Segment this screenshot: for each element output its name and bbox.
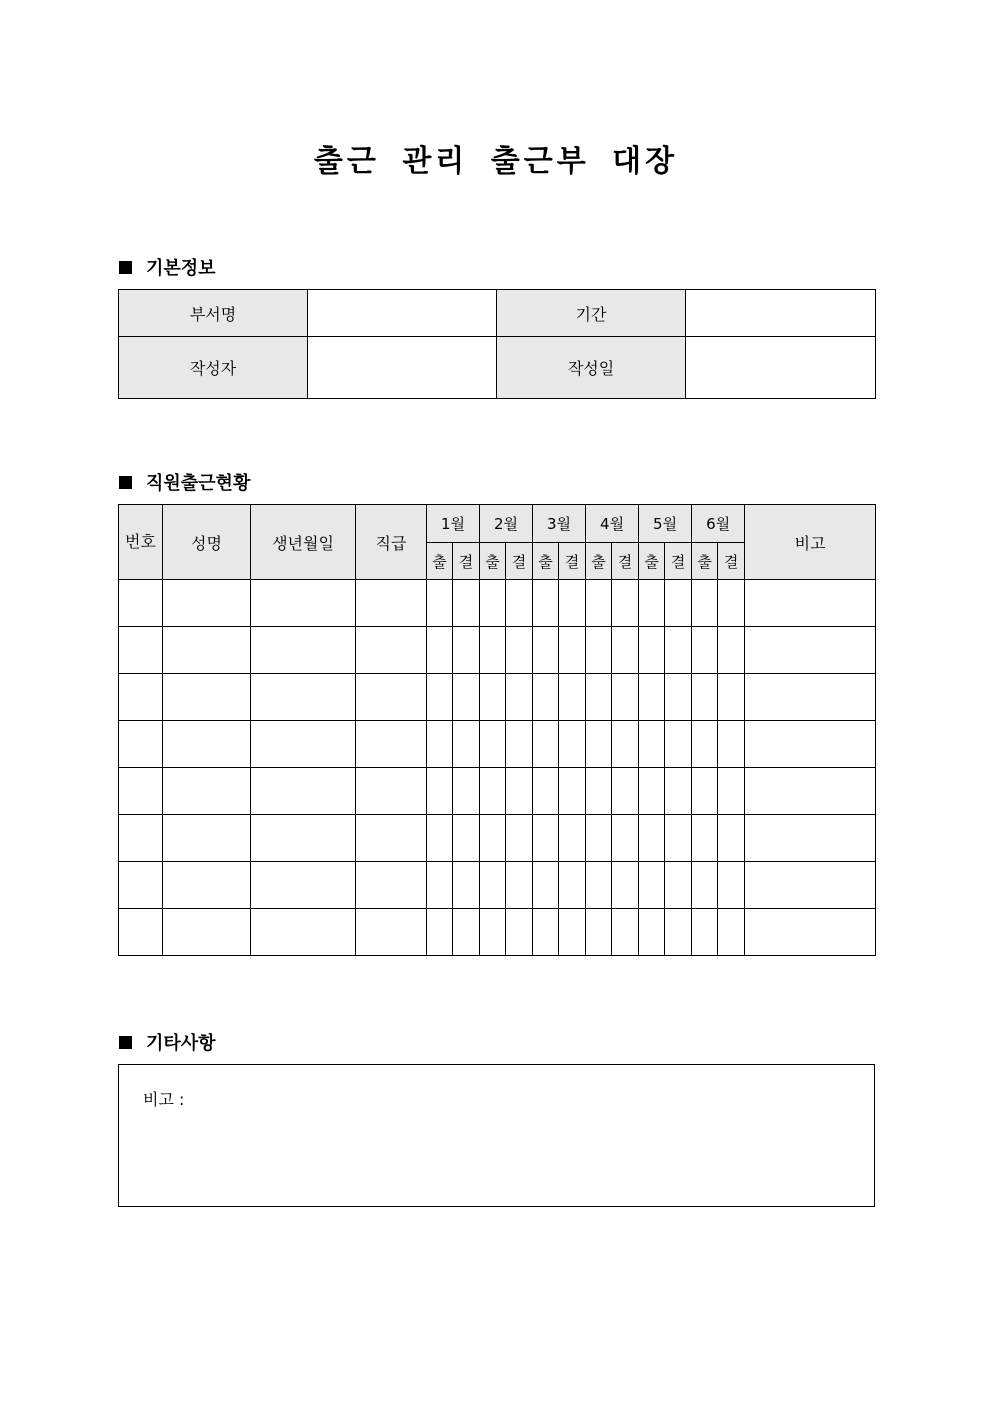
present-cell[interactable]	[427, 768, 453, 815]
present-cell[interactable]	[692, 768, 718, 815]
remarks-cell[interactable]	[745, 721, 876, 768]
table-row	[119, 721, 876, 768]
absent-cell[interactable]	[453, 815, 480, 862]
absent-cell[interactable]	[665, 627, 692, 674]
absent-cell[interactable]	[718, 768, 745, 815]
absent-cell[interactable]	[665, 721, 692, 768]
table-row	[119, 627, 876, 674]
author-field[interactable]	[308, 337, 497, 399]
present-cell[interactable]	[427, 909, 453, 956]
name-cell[interactable]	[163, 674, 251, 721]
written-date-label: 작성일	[497, 337, 686, 399]
absent-subheader: 결	[718, 543, 745, 580]
basic-info-table	[118, 289, 876, 399]
absent-cell[interactable]	[612, 862, 639, 909]
present-cell[interactable]	[427, 627, 453, 674]
absent-subheader: 결	[612, 543, 639, 580]
absent-cell[interactable]	[559, 721, 586, 768]
absent-subheader: 결	[559, 543, 586, 580]
present-cell[interactable]	[639, 674, 665, 721]
name-cell[interactable]	[163, 862, 251, 909]
present-cell[interactable]	[480, 580, 506, 627]
absent-cell[interactable]	[559, 674, 586, 721]
name-cell[interactable]	[163, 721, 251, 768]
table-row	[119, 862, 876, 909]
absent-cell[interactable]	[506, 815, 533, 862]
present-cell[interactable]	[480, 674, 506, 721]
name-cell[interactable]	[163, 627, 251, 674]
basic-info-row	[119, 337, 876, 399]
absent-cell[interactable]	[718, 627, 745, 674]
present-cell[interactable]	[480, 768, 506, 815]
absent-cell[interactable]	[559, 815, 586, 862]
present-cell[interactable]	[586, 580, 612, 627]
absent-cell[interactable]	[506, 674, 533, 721]
month-header: 1월	[427, 505, 480, 543]
remarks-cell[interactable]	[745, 862, 876, 909]
other-notes-box[interactable]	[118, 1064, 875, 1207]
absent-cell[interactable]	[453, 627, 480, 674]
absent-cell[interactable]	[453, 909, 480, 956]
section-heading-label: 직원출근현황	[146, 473, 251, 494]
absent-subheader: 결	[506, 543, 533, 580]
present-cell[interactable]	[586, 768, 612, 815]
number-cell[interactable]	[119, 674, 163, 721]
table-row	[119, 768, 876, 815]
present-cell[interactable]	[427, 674, 453, 721]
section-heading-label: 기본정보	[146, 258, 216, 279]
name-cell[interactable]	[163, 815, 251, 862]
absent-cell[interactable]	[559, 580, 586, 627]
month-header: 5월	[639, 505, 692, 543]
present-cell[interactable]	[692, 721, 718, 768]
square-bullet-icon	[119, 1036, 132, 1049]
remarks-cell[interactable]	[745, 768, 876, 815]
written-date-field[interactable]	[686, 337, 876, 399]
present-cell[interactable]	[427, 815, 453, 862]
absent-cell[interactable]	[453, 674, 480, 721]
birth-cell[interactable]	[251, 862, 356, 909]
number-cell[interactable]	[119, 580, 163, 627]
absent-cell[interactable]	[453, 768, 480, 815]
absent-cell[interactable]	[665, 580, 692, 627]
month-header: 6월	[692, 505, 745, 543]
present-cell[interactable]	[533, 815, 559, 862]
present-cell[interactable]	[480, 815, 506, 862]
number-header: 번호	[119, 505, 163, 580]
table-row	[119, 815, 876, 862]
absent-cell[interactable]	[559, 862, 586, 909]
present-cell[interactable]	[639, 721, 665, 768]
absent-cell[interactable]	[506, 721, 533, 768]
present-cell[interactable]	[427, 580, 453, 627]
month-header: 4월	[586, 505, 639, 543]
absent-cell[interactable]	[718, 909, 745, 956]
remarks-cell[interactable]	[745, 815, 876, 862]
present-subheader: 출	[639, 543, 665, 580]
number-cell[interactable]	[119, 909, 163, 956]
absent-cell[interactable]	[665, 909, 692, 956]
present-cell[interactable]	[480, 721, 506, 768]
section-heading-attendance	[119, 469, 250, 495]
square-bullet-icon	[119, 476, 132, 489]
basic-info-row	[119, 290, 876, 337]
present-cell[interactable]	[692, 627, 718, 674]
section-heading-label: 기타사항	[146, 1033, 216, 1054]
name-cell[interactable]	[163, 768, 251, 815]
present-subheader: 출	[427, 543, 453, 580]
absent-subheader: 결	[453, 543, 480, 580]
absent-cell[interactable]	[612, 815, 639, 862]
name-cell[interactable]	[163, 909, 251, 956]
notes-remarks-label: 비고 :	[143, 1090, 185, 1109]
absent-cell[interactable]	[453, 862, 480, 909]
absent-cell[interactable]	[453, 580, 480, 627]
department-label: 부서명	[119, 290, 308, 337]
section-heading-other	[119, 1029, 216, 1055]
position-cell[interactable]	[356, 862, 427, 909]
birth-cell[interactable]	[251, 721, 356, 768]
absent-cell[interactable]	[612, 674, 639, 721]
name-cell[interactable]	[163, 580, 251, 627]
present-cell[interactable]	[692, 580, 718, 627]
absent-cell[interactable]	[665, 674, 692, 721]
number-cell[interactable]	[119, 627, 163, 674]
table-row	[119, 909, 876, 956]
present-cell[interactable]	[427, 862, 453, 909]
position-cell[interactable]	[356, 674, 427, 721]
absent-cell[interactable]	[453, 721, 480, 768]
present-cell[interactable]	[639, 627, 665, 674]
remarks-cell[interactable]	[745, 909, 876, 956]
absent-subheader: 결	[665, 543, 692, 580]
period-field[interactable]	[686, 290, 876, 337]
table-row	[119, 674, 876, 721]
present-cell[interactable]	[533, 909, 559, 956]
present-cell[interactable]	[586, 674, 612, 721]
absent-cell[interactable]	[612, 627, 639, 674]
birth-cell[interactable]	[251, 627, 356, 674]
present-cell[interactable]	[480, 862, 506, 909]
present-cell[interactable]	[586, 815, 612, 862]
attendance-header-row	[119, 505, 876, 543]
section-heading-basic-info	[119, 254, 216, 280]
absent-cell[interactable]	[506, 580, 533, 627]
name-header: 성명	[163, 505, 251, 580]
present-cell[interactable]	[692, 862, 718, 909]
present-cell[interactable]	[533, 674, 559, 721]
present-cell[interactable]	[639, 815, 665, 862]
present-cell[interactable]	[586, 721, 612, 768]
absent-cell[interactable]	[665, 815, 692, 862]
present-cell[interactable]	[533, 627, 559, 674]
present-cell[interactable]	[692, 909, 718, 956]
position-cell[interactable]	[356, 768, 427, 815]
present-cell[interactable]	[427, 721, 453, 768]
present-subheader: 출	[480, 543, 506, 580]
absent-cell[interactable]	[506, 768, 533, 815]
author-label: 작성자	[119, 337, 308, 399]
absent-cell[interactable]	[718, 815, 745, 862]
number-cell[interactable]	[119, 815, 163, 862]
absent-cell[interactable]	[665, 862, 692, 909]
position-cell[interactable]	[356, 815, 427, 862]
table-row	[119, 580, 876, 627]
present-cell[interactable]	[480, 627, 506, 674]
number-cell[interactable]	[119, 768, 163, 815]
department-field[interactable]	[308, 290, 497, 337]
number-cell[interactable]	[119, 862, 163, 909]
present-cell[interactable]	[586, 909, 612, 956]
absent-cell[interactable]	[559, 909, 586, 956]
absent-cell[interactable]	[718, 862, 745, 909]
present-subheader: 출	[586, 543, 612, 580]
birth-header: 생년월일	[251, 505, 356, 580]
attendance-table	[118, 504, 876, 956]
page-title: 출근 관리 출근부 대장	[313, 144, 679, 179]
absent-cell[interactable]	[718, 721, 745, 768]
present-cell[interactable]	[533, 721, 559, 768]
period-label: 기간	[497, 290, 686, 337]
absent-cell[interactable]	[506, 862, 533, 909]
position-cell[interactable]	[356, 909, 427, 956]
month-header: 3월	[533, 505, 586, 543]
birth-cell[interactable]	[251, 674, 356, 721]
present-cell[interactable]	[692, 674, 718, 721]
absent-cell[interactable]	[612, 580, 639, 627]
position-cell[interactable]	[356, 721, 427, 768]
birth-cell[interactable]	[251, 768, 356, 815]
absent-cell[interactable]	[506, 627, 533, 674]
absent-cell[interactable]	[718, 674, 745, 721]
present-cell[interactable]	[639, 768, 665, 815]
remarks-cell[interactable]	[745, 580, 876, 627]
birth-cell[interactable]	[251, 909, 356, 956]
absent-cell[interactable]	[665, 768, 692, 815]
absent-cell[interactable]	[559, 627, 586, 674]
absent-cell[interactable]	[718, 580, 745, 627]
present-cell[interactable]	[533, 768, 559, 815]
absent-cell[interactable]	[612, 909, 639, 956]
position-header: 직급	[356, 505, 427, 580]
present-cell[interactable]	[692, 815, 718, 862]
birth-cell[interactable]	[251, 815, 356, 862]
remarks-cell[interactable]	[745, 627, 876, 674]
absent-cell[interactable]	[612, 768, 639, 815]
position-cell[interactable]	[356, 627, 427, 674]
present-subheader: 출	[533, 543, 559, 580]
present-subheader: 출	[692, 543, 718, 580]
absent-cell[interactable]	[612, 721, 639, 768]
present-cell[interactable]	[533, 580, 559, 627]
present-cell[interactable]	[586, 862, 612, 909]
present-cell[interactable]	[639, 909, 665, 956]
square-bullet-icon	[119, 261, 132, 274]
birth-cell[interactable]	[251, 580, 356, 627]
position-cell[interactable]	[356, 580, 427, 627]
remarks-cell[interactable]	[745, 674, 876, 721]
absent-cell[interactable]	[559, 768, 586, 815]
present-cell[interactable]	[639, 862, 665, 909]
month-header: 2월	[480, 505, 533, 543]
present-cell[interactable]	[480, 909, 506, 956]
absent-cell[interactable]	[506, 909, 533, 956]
number-cell[interactable]	[119, 721, 163, 768]
present-cell[interactable]	[639, 580, 665, 627]
present-cell[interactable]	[586, 627, 612, 674]
remarks-header: 비고	[745, 505, 876, 580]
present-cell[interactable]	[533, 862, 559, 909]
